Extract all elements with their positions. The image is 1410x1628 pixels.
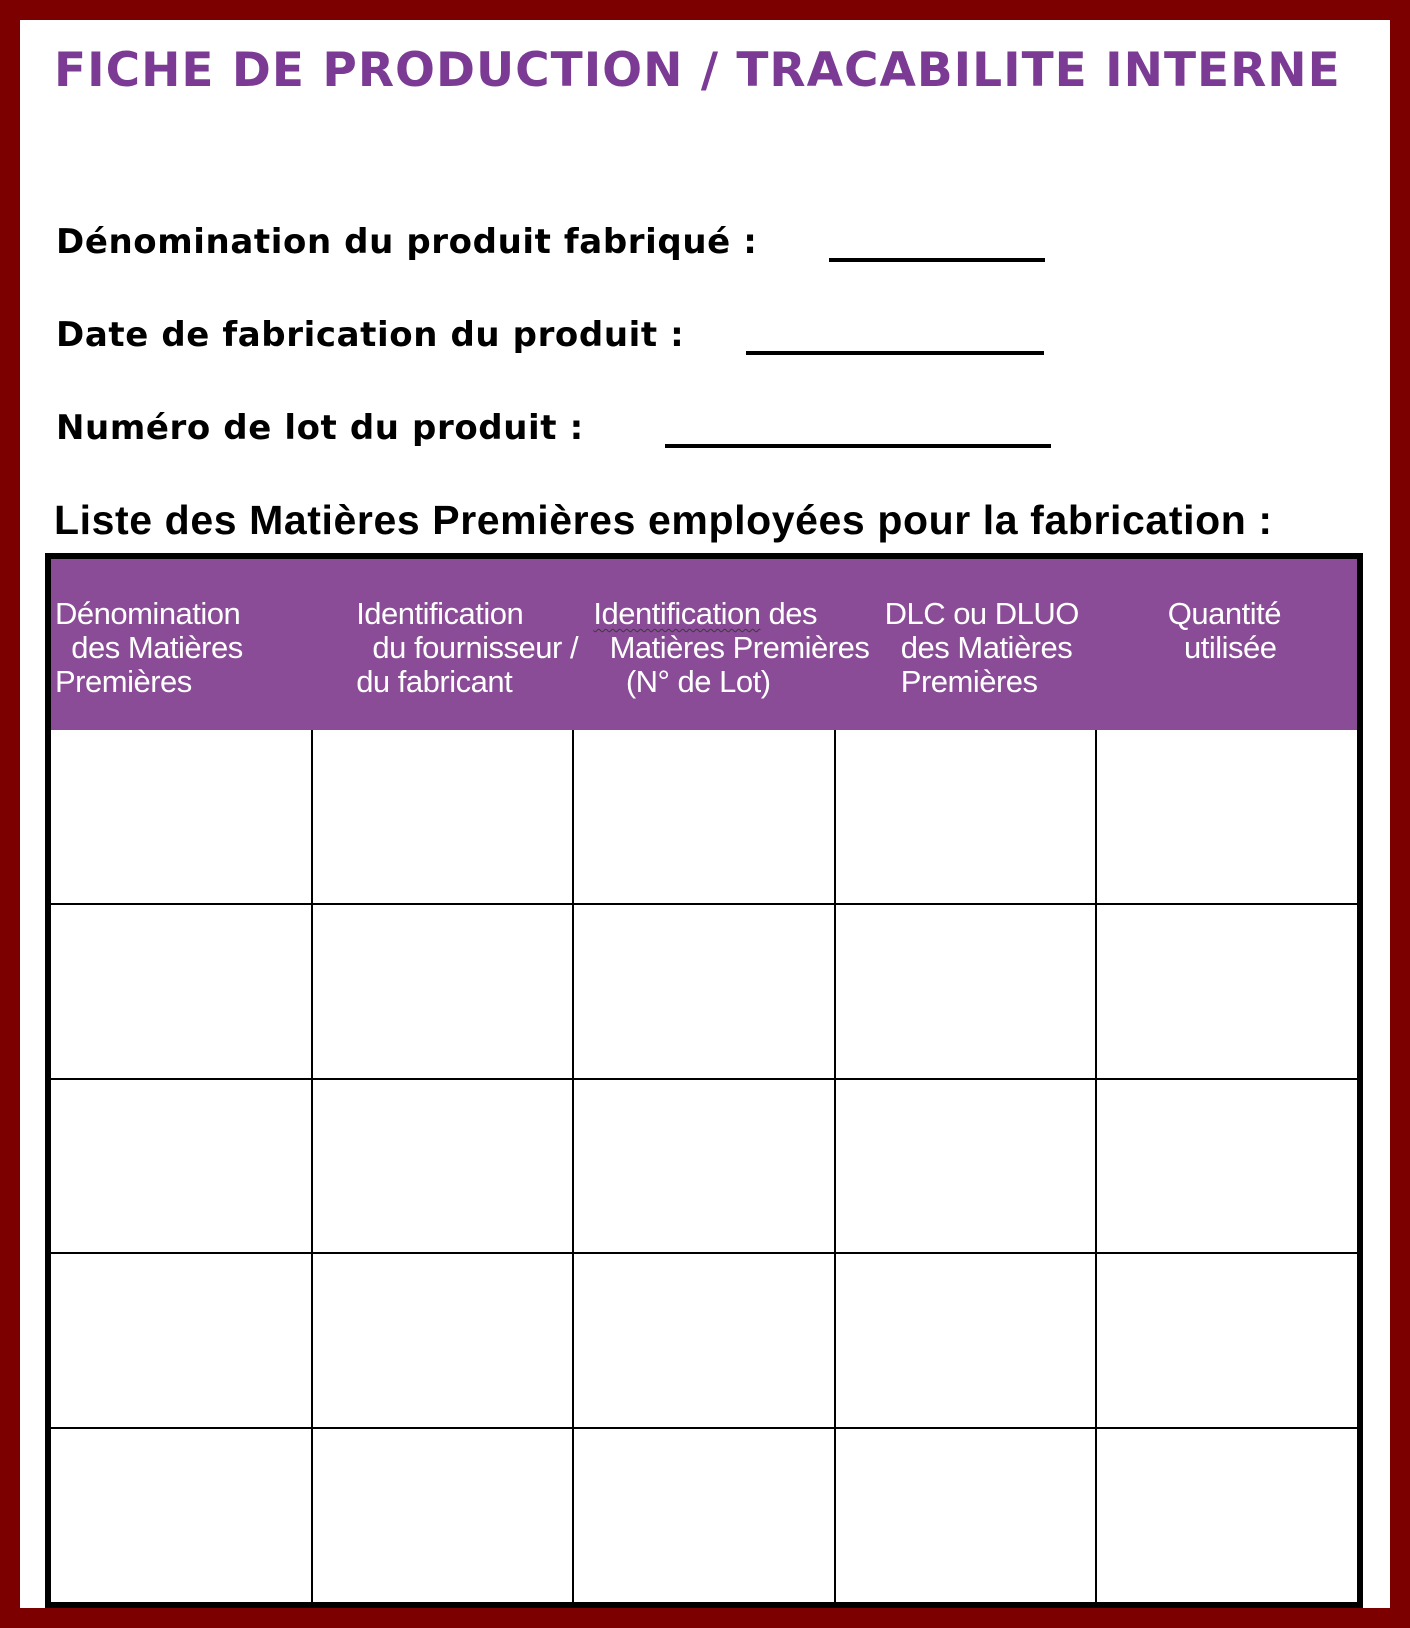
header-expiry-date <box>835 559 1096 730</box>
product-name-field <box>56 220 757 264</box>
table-row <box>51 1428 1357 1602</box>
header-lot-id-spellcheck-word: Identification <box>593 596 761 631</box>
header-supplier-id <box>312 559 579 730</box>
lot-number-label: Numéro de lot du produit : <box>56 408 584 448</box>
table-cell[interactable] <box>51 1253 312 1428</box>
table-cell[interactable] <box>51 1428 312 1602</box>
header-quantity-used <box>1096 559 1357 730</box>
table-row <box>51 1079 1357 1254</box>
table-row <box>51 904 1357 1079</box>
table-cell[interactable] <box>1096 1253 1357 1428</box>
table-cell[interactable] <box>835 1079 1096 1254</box>
header-supplier-id-label: Identification du fournisseur / du fabricant <box>356 596 579 699</box>
table-cell[interactable] <box>1096 1428 1357 1602</box>
table-cell[interactable] <box>835 1428 1096 1602</box>
table-cell[interactable] <box>312 904 573 1079</box>
materials-list-title: Liste des Matières Premières employées pour la fabrication : <box>54 497 1273 543</box>
table-cell[interactable] <box>51 904 312 1079</box>
table-cell[interactable] <box>573 1253 834 1428</box>
lot-number-blank-line[interactable] <box>665 444 1051 448</box>
table-cell[interactable] <box>835 904 1096 1079</box>
manufacture-date-field <box>56 313 684 357</box>
manufacture-date-blank-line[interactable] <box>746 351 1044 355</box>
table-cell[interactable] <box>573 1079 834 1254</box>
header-lot-id <box>573 559 870 730</box>
page-title: FICHE DE PRODUCTION / TRACABILITE INTERNE <box>54 43 1341 98</box>
table-row <box>51 730 1357 904</box>
header-lot-id-label: Identification des Matières Premières (N° de Lot) <box>593 596 870 699</box>
table-cell[interactable] <box>573 730 834 904</box>
header-material-name <box>51 559 312 730</box>
table-cell[interactable] <box>312 1079 573 1254</box>
materials-table-container <box>45 553 1363 1608</box>
header-expiry-date-label: DLC ou DLUO des Matières Premières <box>884 596 1079 699</box>
product-name-blank-line[interactable] <box>829 258 1045 262</box>
product-name-label: Dénomination du produit fabriqué : <box>56 222 758 262</box>
materials-table <box>51 559 1357 1602</box>
table-cell[interactable] <box>312 730 573 904</box>
table-cell[interactable] <box>1096 904 1357 1079</box>
header-quantity-used-label: Quantité utilisée <box>1167 596 1281 665</box>
lot-number-field <box>56 406 584 450</box>
table-cell[interactable] <box>312 1428 573 1602</box>
table-cell[interactable] <box>1096 1079 1357 1254</box>
header-material-name-label: Dénomination des Matières Premières <box>55 596 243 699</box>
manufacture-date-label: Date de fabrication du produit : <box>56 315 685 355</box>
table-row <box>51 1253 1357 1428</box>
table-cell[interactable] <box>312 1253 573 1428</box>
table-cell[interactable] <box>573 904 834 1079</box>
table-cell[interactable] <box>51 1079 312 1254</box>
table-cell[interactable] <box>573 1428 834 1602</box>
table-cell[interactable] <box>835 1253 1096 1428</box>
table-cell[interactable] <box>51 730 312 904</box>
table-header-row <box>51 559 1357 730</box>
table-cell[interactable] <box>1096 730 1357 904</box>
table-cell[interactable] <box>835 730 1096 904</box>
